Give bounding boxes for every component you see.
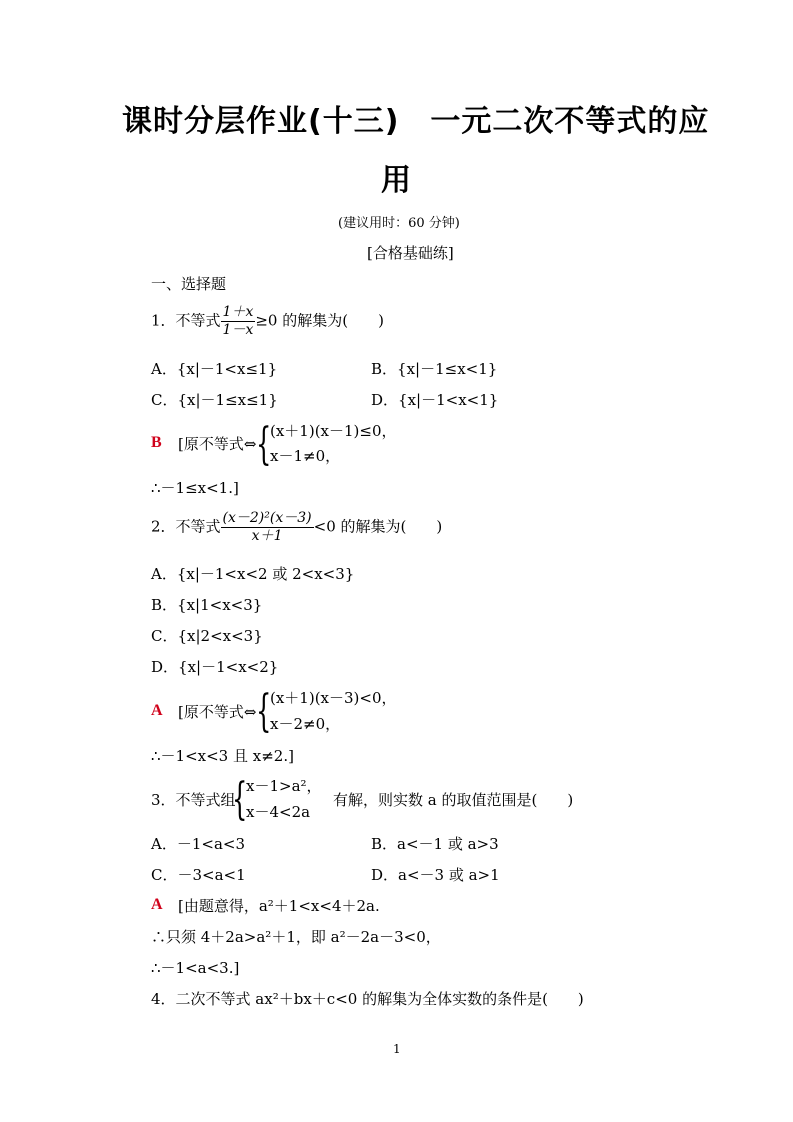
question-3-brace: { [232,774,248,825]
question-1-option-a: A．{x|－1<x≤1} [151,360,278,378]
question-3-solution-line-3: ∴－1<a<3.] [151,959,240,977]
question-3-system-line-2: x－4<2a [246,803,311,821]
question-1-denominator: 1－x [222,322,254,338]
question-1-system-line-1: (x＋1)(x－1)≤0， [270,422,397,440]
question-2-suffix: <0 的解集为( ) [313,517,443,536]
question-1-option-c: C．{x|－1≤x≤1} [151,391,278,409]
part-heading: 一、选择题 [151,275,227,293]
question-2-option-d: D．{x|－1<x<2} [151,658,279,676]
question-2-answer: A [151,702,163,719]
page-number: 1 [393,1042,401,1056]
question-3-answer: A [151,896,163,913]
question-1-brace: { [256,419,272,470]
question-1-option-b: B．{x|－1≤x<1} [371,360,498,378]
question-3-system-line-1: x－1>a²， [246,777,322,795]
question-3-option-a: A．－1<a<3 [151,835,245,853]
question-3-option-d: D．a<－3 或 a>1 [371,866,500,884]
question-1-numerator: 1＋x [222,304,254,320]
question-1-system-line-2: x－1≠0， [270,447,341,465]
question-2-prefix: 2．不等式 [151,517,221,536]
question-2-system-line-2: x－2≠0， [270,715,341,733]
question-3-option-c: C．－3<a<1 [151,866,246,884]
question-1-option-d: D．{x|－1<x<1} [371,391,499,409]
section-heading: [合格基础练] [367,244,454,262]
question-2-fraction [221,510,314,545]
question-3-option-b: B．a<－1 或 a>3 [371,835,499,853]
question-3-suffix: 有解，则实数 a 的取值范围是( ) [333,791,574,809]
question-2 [151,510,442,545]
question-1-answer: B [151,434,162,451]
question-1-fraction [221,304,256,339]
time-note: (建议用时：60 分钟) [338,216,460,231]
question-1-suffix: ≥0 的解集为( ) [255,311,384,330]
page-title-continued: 用 [381,163,412,198]
question-2-numerator: (x－2)²(x－3) [222,510,312,526]
question-2-conclusion: ∴－1<x<3 且 x≠2.] [151,747,294,765]
question-2-brace: { [256,686,272,737]
question-1-prefix: 1．不等式 [151,311,221,330]
question-3-solution-line-2: ∴只须 4＋2a>a²＋1，即 a²－2a－3<0， [151,928,441,946]
question-2-solution-prefix: [原不等式⇔ [178,703,257,721]
page-title: 课时分层作业(十三) 一元二次不等式的应 [122,104,710,139]
question-3-prefix: 3．不等式组 [151,791,236,809]
question-2-option-c: C．{x|2<x<3} [151,627,263,645]
question-2-denominator: x＋1 [251,528,283,544]
question-3-solution-line-1: [由题意得，a²＋1<x<4＋2a. [178,897,380,915]
question-2-system-line-1: (x＋1)(x－3)<0， [270,689,397,707]
question-4: 4．二次不等式 ax²＋bx＋c<0 的解集为全体实数的条件是( ) [151,990,584,1008]
question-2-option-a: A．{x|－1<x<2 或 2<x<3} [151,565,355,583]
question-2-option-b: B．{x|1<x<3} [151,596,263,614]
question-1 [151,304,384,339]
question-1-solution-prefix: [原不等式⇔ [178,435,257,453]
question-1-conclusion: ∴－1≤x<1.] [151,479,239,497]
